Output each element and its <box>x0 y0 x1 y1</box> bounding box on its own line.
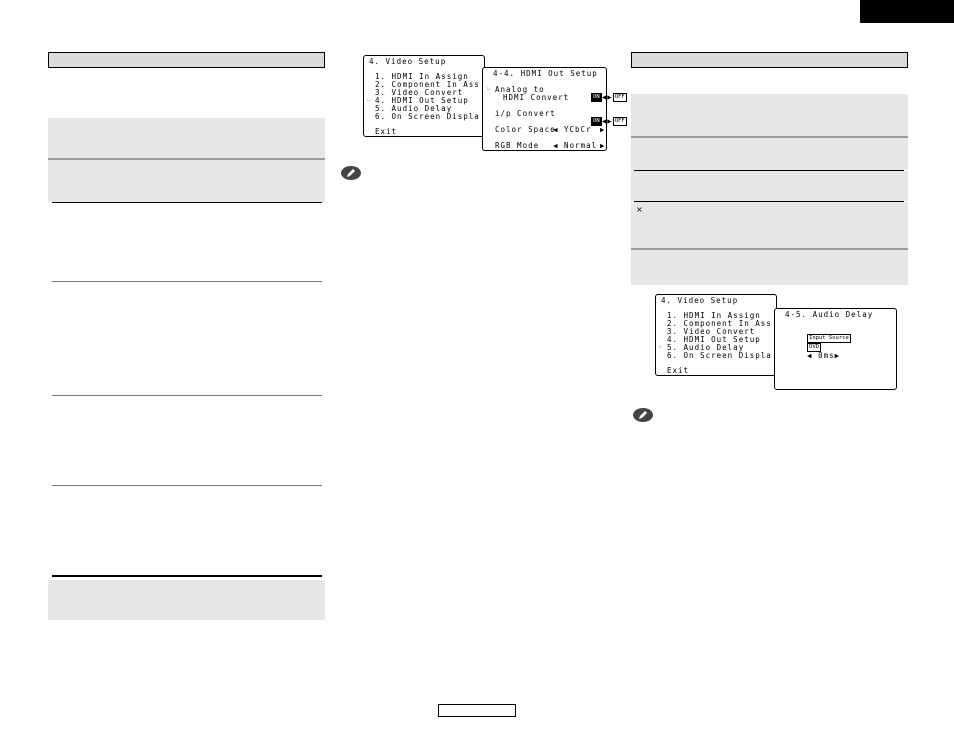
rgb-mode-value: Normal <box>564 141 598 150</box>
left-divider-4 <box>52 485 322 486</box>
osd-title: 4. Video Setup <box>369 57 447 66</box>
page-number-box <box>438 704 516 717</box>
left-divider-1 <box>52 202 322 203</box>
left-gray-block-3 <box>48 580 325 620</box>
section-header-left <box>48 52 325 68</box>
right-arrow-icon[interactable]: ▶ <box>600 141 606 150</box>
right-gray-block-2 <box>631 138 908 170</box>
osd-menu-item-3[interactable]: 3. Video Convert <box>375 88 464 97</box>
osd-audio-delay <box>774 308 897 390</box>
source-value[interactable]: DVD <box>809 344 819 351</box>
osd-menu-item-3[interactable]: 3. Video Convert <box>667 327 756 336</box>
right-gray-block-5 <box>631 250 908 285</box>
osd-menu-item-2[interactable]: 2. Component In Ass <box>375 80 480 89</box>
osd-title: 4. Video Setup <box>661 296 739 305</box>
osd-color-space-label: Color Space <box>495 125 556 134</box>
osd-menu-item-2[interactable]: 2. Component In Ass <box>667 319 772 328</box>
osd-hdmi-out-setup <box>482 67 625 151</box>
osd-exit[interactable]: Exit <box>375 127 398 136</box>
osd-menu-item-1[interactable]: 1. HDMI In Assign <box>667 311 761 320</box>
note-pencil-icon <box>341 166 361 180</box>
section-header-right <box>631 52 908 68</box>
osd-ip-convert-label: i/p Convert <box>495 109 556 118</box>
osd-color-space-value[interactable]: ◀ YCbCr <box>553 125 592 134</box>
pointer-cursor-icon: ☞ <box>367 96 373 104</box>
right-gray-block-4 <box>631 202 908 248</box>
left-gray-block-2 <box>48 160 325 202</box>
off-option[interactable]: OFF <box>614 94 625 101</box>
osd-menu-item-5[interactable]: 5. Audio Delay <box>375 104 453 113</box>
osd-analog-toggle[interactable]: ON ◀▶ OFF <box>593 92 625 102</box>
osd-video-setup-menu <box>363 55 485 137</box>
left-gray-block-1 <box>48 118 325 158</box>
osd-exit[interactable]: Exit <box>667 366 690 375</box>
x-mark-icon: × <box>636 205 643 214</box>
right-gray-block-1 <box>631 94 908 136</box>
on-option[interactable]: ON <box>593 94 600 101</box>
off-option[interactable]: OFF <box>614 118 625 125</box>
osd-analog-label-2: HDMI Convert <box>503 93 570 102</box>
pointer-cursor-icon: ☞ <box>487 85 493 93</box>
osd-rgb-mode-label: RGB Mode <box>495 141 540 150</box>
input-source-label: Input Source <box>809 335 849 342</box>
left-divider-3 <box>52 395 322 396</box>
osd-ip-toggle[interactable]: ON ◀▶ OFF <box>593 116 625 126</box>
note-pencil-icon <box>633 408 653 422</box>
osd-video-setup-menu-2 <box>655 294 777 376</box>
osd-hdmi-title: 4-4. HDMI Out Setup <box>493 69 598 78</box>
color-space-value: YCbCr <box>564 125 592 134</box>
osd-menu-item-6[interactable]: 6. On Screen Displa <box>667 351 772 360</box>
osd-menu-item-1[interactable]: 1. HDMI In Assign <box>375 72 469 81</box>
osd-analog-label-1: Analog to <box>495 85 545 94</box>
osd-menu-item-4[interactable]: 4. HDMI Out Setup <box>667 335 761 344</box>
osd-audio-delay-row[interactable]: Input Source DVD ◀ 0ms▶ <box>807 335 849 361</box>
pointer-cursor-icon: ☞ <box>659 343 665 351</box>
osd-audio-delay-title: 4-5. Audio Delay <box>785 310 874 319</box>
osd-rgb-mode-value[interactable]: ◀ Normal <box>553 141 598 150</box>
left-divider-2 <box>52 281 322 282</box>
left-divider-5 <box>52 575 322 577</box>
delay-value[interactable]: 0ms <box>818 351 835 361</box>
right-arrow-icon[interactable]: ▶ <box>600 125 606 134</box>
osd-menu-item-4[interactable]: 4. HDMI Out Setup <box>375 96 469 105</box>
right-gray-block-3 <box>631 171 908 201</box>
language-tab <box>860 0 954 23</box>
on-option[interactable]: ON <box>593 118 600 125</box>
osd-menu-item-5[interactable]: 5. Audio Delay <box>667 343 745 352</box>
osd-menu-item-6[interactable]: 6. On Screen Displa <box>375 112 480 121</box>
